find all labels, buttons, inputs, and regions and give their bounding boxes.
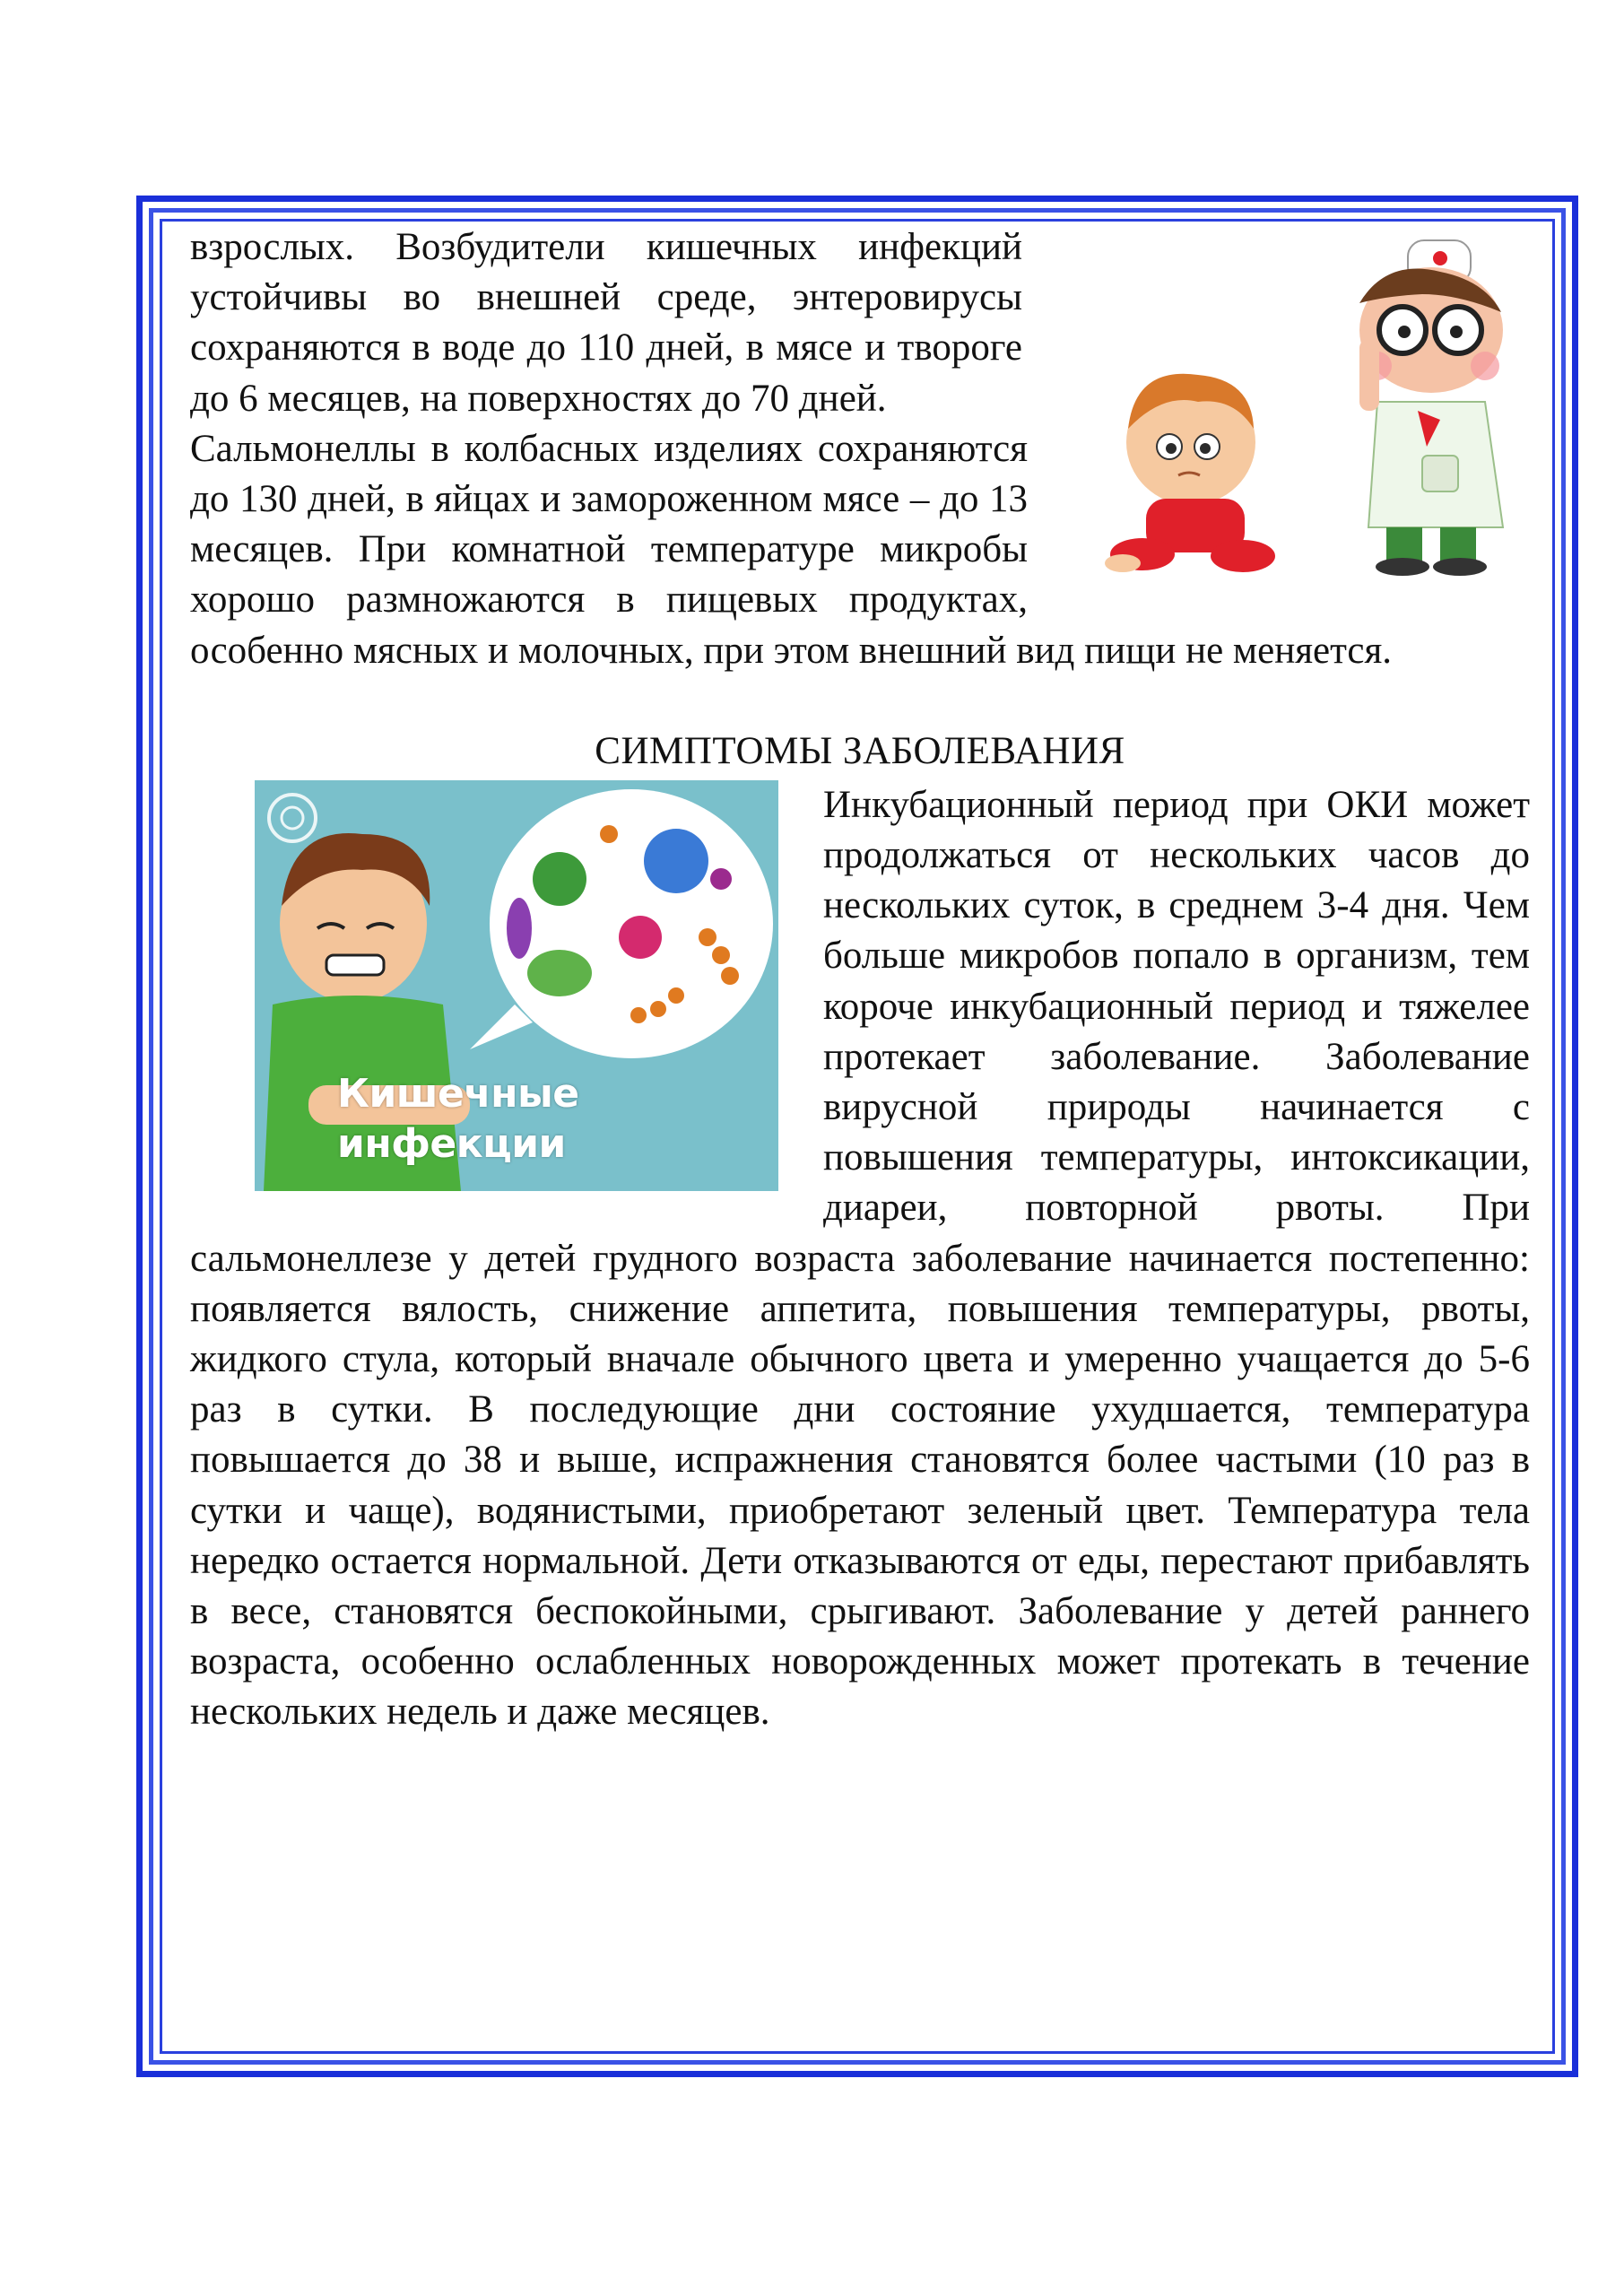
child-figure [1105, 374, 1275, 572]
paragraph-salmonella: Сальмонеллы в колбасных изделиях сохраняются до 130 дней, в яйцах и замороженном мясе – до 13 месяцев. При комнатной температуре микробы хорошо размножаются в пищевых продуктах, особенно мясных и молочных, при этом внешний вид пищи не меняется. [190, 427, 1393, 672]
section-heading: СИМПТОМЫ ЗАБОЛЕВАНИЯ [595, 729, 1125, 772]
paragraph-survival: взрослых. Возбудители кишечных инфекций устойчивы во внешней среде, энтеровирусы сохраняются в воде до 110 дней, в мясе и твороге до 6 месяцев, на поверхностях до 70 дней. [190, 226, 1022, 420]
doctor-and-child-illustration [1064, 231, 1530, 578]
image-footer-strip [291, 1143, 757, 1159]
paragraph-incubation: Инкубационный период при ОКИ может продолжаться от нескольких часов до нескольких суток, в среднем 3-4 дня. Чем больше микробов попало в организм, тем короче инкубационный период и тяжелее протекает заболевание. Заболевание вирусной природы начинается с повышения температуры, интоксикации, диареи, повторной рвоты. При сальмонеллезе у детей грудного возраста заболевание начинается постепенно: появляется вялость, снижение аппетита, повышения температуры, рвоты, жидкого стула, который вначале обычного цвета и умеренно учащается до 5-6 раз в сутки. В последующие дни состояние ухудшается, температура повышается до 38 и выше, испражнения становятся более частыми (10 раз в сутки и чаще), водянистыми, приобретают зеленый цвет. Температура тела нередко остается нормальной. Дети отказываются от еды, перестают прибавлять в весе, становятся беспокойными, срыгивают. Заболевание у детей раннего возраста, особенно ослабленных новорожденных может протекать в течение нескольких недель и даже месяцев. [190, 783, 1530, 1734]
intestinal-infection-illustration [255, 780, 778, 1191]
doctor-figure [1359, 240, 1503, 576]
document-body [190, 222, 1530, 1738]
image-caption: Кишечные инфекции [337, 1070, 579, 1168]
